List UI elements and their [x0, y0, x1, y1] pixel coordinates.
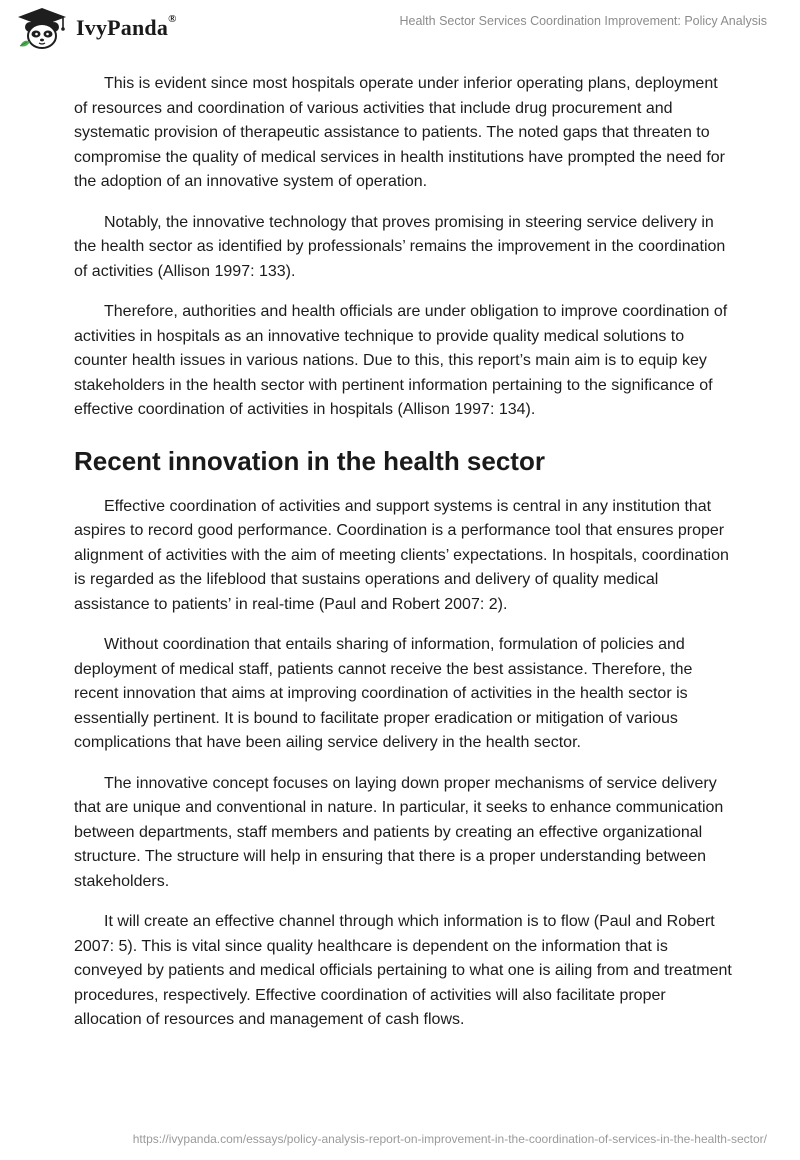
paragraph: Without coordination that entails sharing of information, formulation of policies and deployment of medical staff, patients cannot receive the best assistance. Therefore, the recent innovation that aims at improving coordination of activities in the health sector is essentially pertinent. It is bound to facilitate proper eradication or mitigation of various complications that have been ailing service delivery in the health sector.: [74, 636, 693, 751]
brand-logo[interactable]: [14, 6, 177, 50]
source-url[interactable]: https://ivypanda.com/essays/policy-analysis-report-on-improvement-in-the-coordination-of-services-in-the-health-sector/: [132, 1132, 767, 1146]
brand-name: IvyPanda®: [76, 13, 177, 40]
page-header: [0, 0, 800, 70]
article-body: [74, 72, 734, 1049]
paragraph: Notably, the innovative technology that proves promising in steering service delivery in the health sector as identified by professionals’ remains the improvement in the coordination of activities (Allison 1997: 133).: [74, 213, 726, 280]
document-title: Health Sector Services Coordination Improvement: Policy Analysis: [399, 14, 767, 28]
paragraph: It will create an effective channel through which information is to flow (Paul and Robert 2007: 5). This is vital since quality healthcare is dependent on the information that is conveyed by patients and medical officials pertaining to what one is ailing from and treatment procedures, respectively. Effective coordination of activities will also facilitate proper allocation of resources and management of cash flows.: [74, 913, 732, 1028]
paragraph: Therefore, authorities and health officials are under obligation to improve coordination of activities in hospitals as an innovative technique to provide quality medical solutions to counter health issues in various nations. Due to this, this report’s main aim is to equip key stakeholders in the health sector with pertinent information pertaining to the significance of effective coordination of activities in hospitals (Allison 1997: 134).: [74, 303, 728, 418]
paragraph: The innovative concept focuses on laying down proper mechanisms of service delivery that are unique and conventional in nature. In particular, it seeks to enhance communication between departments, staff members and patients by creating an effective organizational structure. The structure will help in ensuring that there is a proper understanding between stakeholders.: [74, 774, 724, 890]
registered-mark: ®: [168, 13, 177, 25]
paragraph: Effective coordination of activities and support systems is central in any institution that aspires to record good performance. Coordination is a performance tool that ensures proper alignment of activities with the aim of meeting clients’ expectations. In hospitals, coordination is regarded as the lifeblood that sustains operations and delivery of quality medical assistance to patients’ in real-time (Paul and Robert 2007: 2).: [74, 497, 729, 613]
section-heading: Recent innovation in the health sector: [74, 445, 545, 476]
panda-mascot-icon: [14, 6, 70, 50]
paragraph: This is evident since most hospitals operate under inferior operating plans, deployment of resources and coordination of various activities that include drug procurement and systematic provision of therapeutic assistance to patients. The noted gaps that threaten to compromise the quality of medical services in health institutions have prompted the need for the adoption of an innovative system of operation.: [74, 75, 726, 190]
